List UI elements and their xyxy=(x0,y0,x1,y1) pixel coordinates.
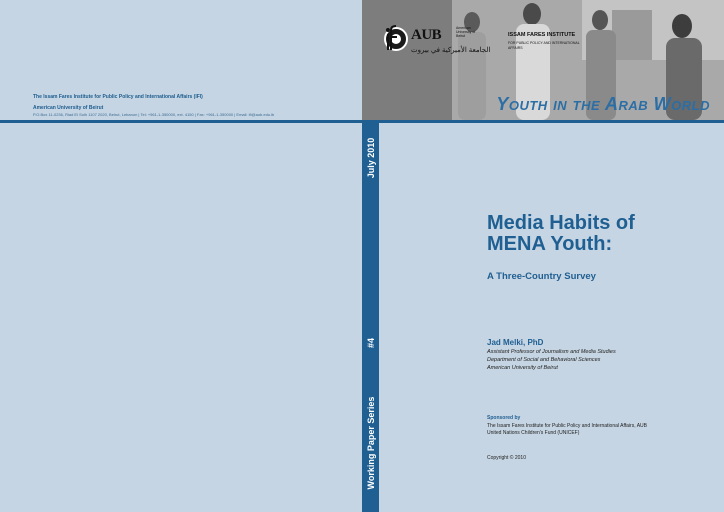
sponsored-by-label: Sponsored by xyxy=(487,415,521,421)
back-cover-org: The Issam Fares Institute for Public Policy and International Affairs (IFI) xyxy=(33,94,203,100)
subtitle: A Three-Country Survey xyxy=(487,271,596,282)
ifi-logo-subtitle: FOR PUBLIC POLICY AND INTERNATIONAL AFFAIRS xyxy=(508,41,580,50)
spine-date: July 2010 xyxy=(365,137,376,179)
ifi-logo-icon xyxy=(384,24,398,54)
cover-photo xyxy=(362,0,724,120)
aub-logo-small-text: American University of Beirut xyxy=(456,26,476,38)
back-cover-address: P.O.Box 11-0236, Riad El Solh 1107 2020, Beirut, Lebanon | Tel: +961-1-350000, ext. 4150 | Fax: +961-1-350000 | Email: ifi@aub.edu.lb xyxy=(33,112,275,117)
author-affiliation-3: American University of Beirut xyxy=(487,365,558,371)
series-title: Youth in the Arab World xyxy=(496,94,710,114)
main-title xyxy=(487,213,707,255)
copyright: Copyright © 2010 xyxy=(487,455,526,461)
author-affiliation-1: Assistant Professor of Journalism and Media Studies xyxy=(487,349,616,355)
aub-logo-arabic: الجامعة الأميركية في بيروت xyxy=(411,47,491,54)
sponsor-1: The Issam Fares Institute for Public Policy and International Affairs, AUB xyxy=(487,423,647,429)
main-title-line-1: Media Habits of xyxy=(487,212,635,234)
back-cover-university: American University of Beirut xyxy=(33,105,104,111)
author-name: Jad Melki, PhD xyxy=(487,338,544,347)
sponsor-2: United Nations Children's Fund (UNICEF) xyxy=(487,430,580,436)
spine-series: Working Paper Series xyxy=(365,396,376,489)
spine-number: #4 xyxy=(365,337,376,349)
ifi-logo-name: ISSAM FARES INSTITUTE xyxy=(508,32,576,38)
aub-logo-text: AUB xyxy=(411,27,442,43)
main-title-line-2: MENA Youth: xyxy=(487,233,613,255)
logos-block xyxy=(384,24,594,58)
author-affiliation-2: Department of Social and Behavioral Sciences xyxy=(487,357,601,363)
